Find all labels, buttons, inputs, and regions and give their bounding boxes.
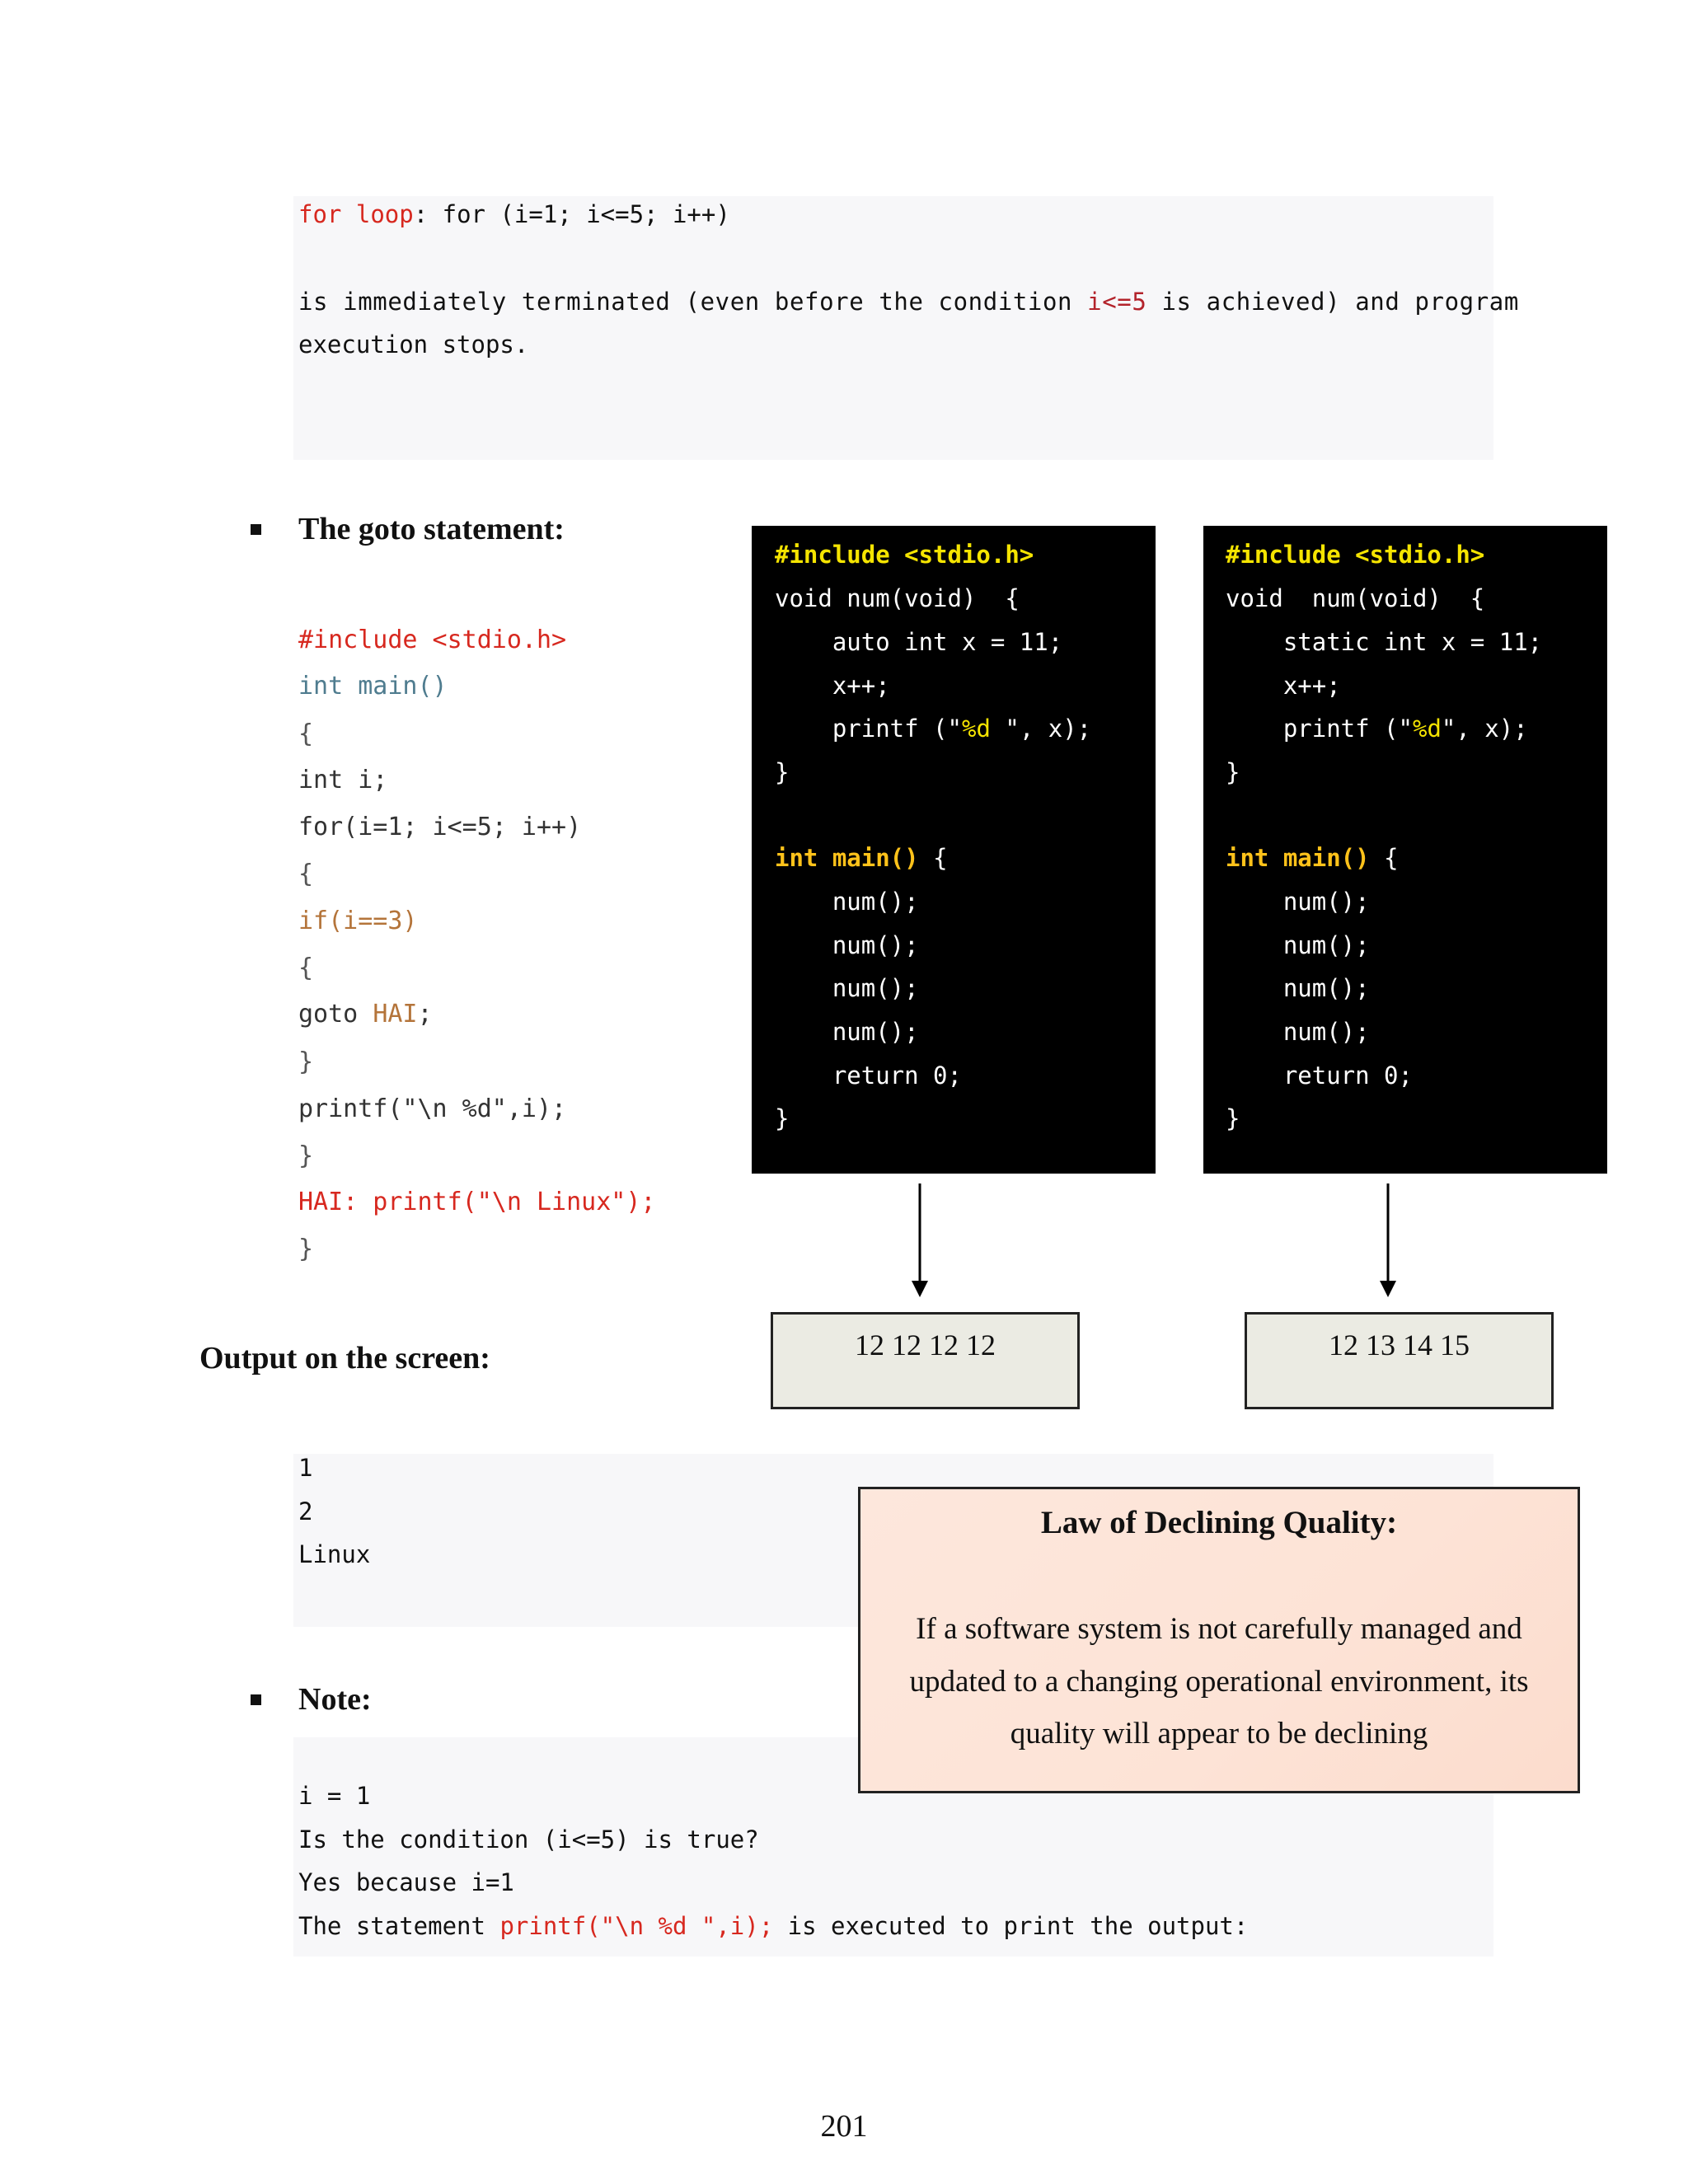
static-close-2: } — [1226, 1104, 1240, 1132]
static-call-3: num(); — [1226, 974, 1370, 1002]
output-box-static: 12 13 14 15 — [1245, 1312, 1554, 1409]
law-text-2: updated to a changing operational environment, its — [909, 1665, 1529, 1699]
static-main: int main() { — [1226, 844, 1399, 872]
note-printf-code: printf("\n %d ",i); — [499, 1912, 774, 1940]
note-line-1: i = 1 — [298, 1782, 371, 1810]
static-incr: x++; — [1226, 672, 1341, 700]
page-number: 201 — [820, 2109, 868, 2144]
auto-close-1: } — [775, 758, 790, 786]
goto-line-goto: goto HAI; — [298, 1000, 433, 1029]
goto-line-brace-4: } — [298, 1047, 314, 1076]
law-box — [858, 1487, 1580, 1793]
auto-func-decl: void num(void) { — [775, 584, 1020, 612]
output-line-1: 1 — [298, 1454, 313, 1482]
output-line-3: Linux — [298, 1540, 371, 1568]
goto-line-int: int i; — [298, 766, 388, 794]
output-box-auto: 12 12 12 12 — [771, 1312, 1080, 1409]
goto-line-main: int main() — [298, 672, 448, 701]
for-loop-code-block — [293, 196, 1493, 460]
goto-line-brace-1: { — [298, 719, 314, 748]
auto-main: int main() { — [775, 844, 948, 872]
auto-call-3: num(); — [775, 974, 919, 1002]
note-line-2: Is the condition (i<=5) is true? — [298, 1825, 759, 1854]
for-keyword: for — [298, 200, 342, 228]
static-var-decl: static int x = 11; — [1226, 628, 1543, 656]
static-call-1: num(); — [1226, 888, 1370, 916]
auto-call-1: num(); — [775, 888, 919, 916]
goto-line-brace-5: } — [298, 1141, 314, 1170]
goto-line-include: #include <stdio.h> — [298, 626, 567, 654]
auto-call-4: num(); — [775, 1018, 919, 1046]
auto-incr: x++; — [775, 672, 890, 700]
goto-line-brace-2: { — [298, 860, 314, 888]
auto-var-decl: auto int x = 11; — [775, 628, 1063, 656]
goto-label: HAI — [373, 1000, 418, 1029]
termination-text: is immediately terminated (even before the condition i<=5 is achieved) and program — [298, 288, 1519, 316]
note-line-3: Yes because i=1 — [298, 1868, 514, 1896]
law-text-1: If a software system is not carefully managed and — [916, 1612, 1522, 1646]
bullet-goto — [251, 524, 261, 535]
for-loop-code: : for (i=1; i<=5; i++) — [413, 200, 730, 228]
goto-line-brace-6: } — [298, 1235, 314, 1263]
arrow-left — [907, 1183, 933, 1299]
output-line-2: 2 — [298, 1497, 313, 1526]
auto-call-2: num(); — [775, 931, 919, 959]
output-heading: Output on the screen: — [199, 1341, 490, 1376]
auto-include: #include <stdio.h> — [775, 541, 1034, 569]
static-include: #include <stdio.h> — [1226, 541, 1485, 569]
note-heading: Note: — [298, 1682, 372, 1717]
note-line-4: The statement printf("\n %d ",i); is executed to print the output: — [298, 1912, 1249, 1940]
static-call-4: num(); — [1226, 1018, 1370, 1046]
goto-line-hai: HAI: printf("\n Linux"); — [298, 1188, 656, 1216]
goto-line-if: if(i==3) — [298, 907, 418, 935]
goto-line-brace-3: { — [298, 954, 314, 982]
arrow-right — [1375, 1183, 1401, 1299]
goto-line-for: for(i=1; i<=5; i++) — [298, 813, 582, 841]
static-return: return 0; — [1226, 1062, 1413, 1090]
for-loop-line — [298, 200, 730, 228]
static-call-2: num(); — [1226, 931, 1370, 959]
static-func-decl: void num(void) { — [1226, 584, 1485, 612]
condition-code: i<=5 — [1087, 288, 1147, 316]
auto-printf: printf ("%d ", x); — [775, 715, 1092, 743]
goto-heading: The goto statement: — [298, 512, 565, 546]
goto-line-printf: printf("\n %d",i); — [298, 1094, 567, 1123]
law-text-3: quality will appear to be declining — [1010, 1717, 1428, 1750]
termination-text-cont: execution stops. — [298, 330, 529, 359]
static-printf: printf ("%d", x); — [1226, 715, 1528, 743]
loop-keyword: loop — [355, 200, 414, 228]
auto-return: return 0; — [775, 1062, 962, 1090]
law-title: Law of Declining Quality: — [1040, 1505, 1398, 1540]
static-close-1: } — [1226, 758, 1240, 786]
bullet-note — [251, 1694, 261, 1705]
auto-close-2: } — [775, 1104, 790, 1132]
